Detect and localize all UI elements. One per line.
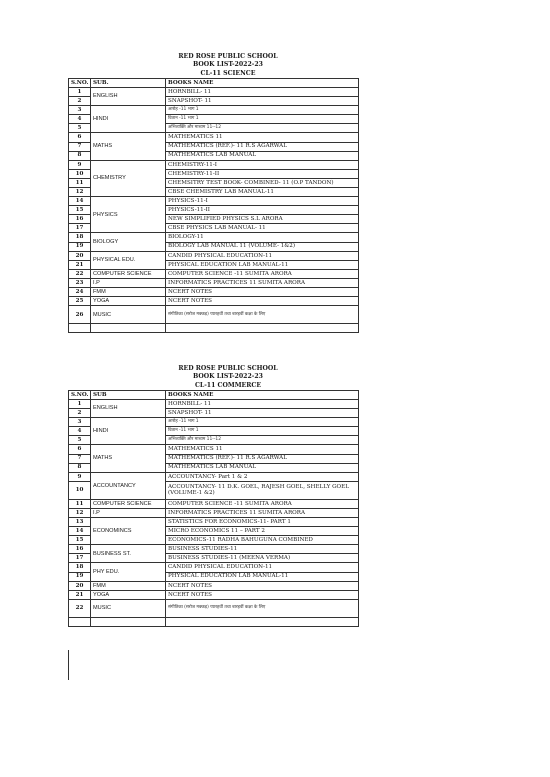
book-name-cell: NCERT NOTES bbox=[166, 288, 359, 297]
book-name-cell: CANDID PHYSICAL EDUCATION-11 bbox=[166, 251, 359, 260]
serial-number: 26 bbox=[69, 306, 91, 324]
serial-number: 9 bbox=[69, 160, 91, 169]
subject-cell: FMM bbox=[91, 581, 166, 590]
header-sno: S.NO. bbox=[69, 78, 91, 87]
book-name-cell: BUSINESS STUDIES-11 (MEENA VERMA) bbox=[166, 554, 359, 563]
book-name-cell: MATHEMATICS LAB MANUAL bbox=[166, 151, 359, 160]
subject-cell: I.P bbox=[91, 508, 166, 517]
book-name-cell: NCERT NOTES bbox=[166, 590, 359, 599]
serial-number: 11 bbox=[69, 499, 91, 508]
serial-number: 22 bbox=[69, 599, 91, 617]
book-name-cell: MATHEMATICS 11 bbox=[166, 445, 359, 454]
table-row bbox=[69, 499, 359, 508]
book-name-cell: CBSE CHEMISTRY LAB MANUAL-11 bbox=[166, 188, 359, 197]
book-name-cell: ACCOUNTANCY- Part 1 & 2 bbox=[166, 472, 359, 481]
booklist-year: BOOK LIST-2022-23 bbox=[193, 373, 263, 381]
serial-number: 3 bbox=[69, 106, 91, 115]
commerce-booklist bbox=[68, 365, 358, 627]
serial-number: 3 bbox=[69, 418, 91, 427]
book-name-cell: COMPUTER SCIENCE -11 SUMITA ARORA bbox=[166, 499, 359, 508]
book-name-cell: BIOLOGY-11 bbox=[166, 233, 359, 242]
serial-number: 8 bbox=[69, 151, 91, 160]
table-row bbox=[69, 599, 359, 617]
book-name-cell: वितान -11 भाग 1 bbox=[166, 115, 359, 124]
page-rule bbox=[68, 650, 69, 680]
book-name-cell: CHEMSITRY TEST BOOK- COMBINED- 11 (O.P TANDON) bbox=[166, 178, 359, 187]
subject-cell: MUSIC bbox=[91, 599, 166, 617]
book-name-cell: SNAPSHOT- 11 bbox=[166, 97, 359, 106]
serial-number: 5 bbox=[69, 436, 91, 445]
book-name-cell: SNAPSHOT- 11 bbox=[166, 409, 359, 418]
serial-number: 6 bbox=[69, 133, 91, 142]
header-books: BOOKS NAME bbox=[166, 390, 359, 399]
table-row bbox=[69, 297, 359, 306]
serial-number: 21 bbox=[69, 590, 91, 599]
subject-cell: MATHS bbox=[91, 133, 166, 160]
table-header-row bbox=[69, 390, 359, 399]
subject-cell: ECONOMINCS bbox=[91, 518, 166, 545]
serial-number: 14 bbox=[69, 527, 91, 536]
table-row bbox=[69, 518, 359, 527]
book-name-cell: संगीतिका (सरोज मक्कड़) प्यारहवीं तथा बारहवीं कक्षा के लिए bbox=[166, 599, 359, 617]
serial-number: 19 bbox=[69, 242, 91, 251]
book-name-cell: ECONOMICS-11 RADHA BAHUGUNA COMBINED bbox=[166, 536, 359, 545]
subject-cell: PHYSICS bbox=[91, 197, 166, 233]
header-sub: SUB bbox=[91, 390, 166, 399]
serial-number: 20 bbox=[69, 251, 91, 260]
book-name-cell: COMPUTER SCIENCE -11 SUMITA ARORA bbox=[166, 269, 359, 278]
school-name: RED ROSE PUBLIC SCHOOL bbox=[178, 365, 278, 372]
subject-cell: PHYSICAL EDU. bbox=[91, 251, 166, 269]
subject-cell: HINDI bbox=[91, 106, 166, 133]
serial-number: 1 bbox=[69, 399, 91, 408]
serial-number: 13 bbox=[69, 518, 91, 527]
class-title: CL-11 COMMERCE bbox=[194, 381, 262, 389]
subject-cell: BUSINESS ST. bbox=[91, 545, 166, 563]
serial-number: 11 bbox=[69, 178, 91, 187]
serial-number: 10 bbox=[69, 169, 91, 178]
table-row bbox=[69, 233, 359, 242]
subject-cell: BIOLOGY bbox=[91, 233, 166, 251]
book-name-cell: NCERT NOTES bbox=[166, 297, 359, 306]
book-name-cell: अभिव्यक्ति और माध्यम 11--12 bbox=[166, 436, 359, 445]
book-name-cell: NCERT NOTES bbox=[166, 581, 359, 590]
serial-number: 24 bbox=[69, 288, 91, 297]
book-name-cell: वितान -11 भाग 1 bbox=[166, 427, 359, 436]
table-row bbox=[69, 306, 359, 324]
class-title: CL-11 SCIENCE bbox=[200, 69, 256, 77]
table-row bbox=[69, 269, 359, 278]
subject-cell: HINDI bbox=[91, 418, 166, 445]
serial-number: 15 bbox=[69, 536, 91, 545]
book-name-cell: MATHEMATICS (REF.)- 11 R.S AGARWAL bbox=[166, 454, 359, 463]
book-name-cell: STATISTICS FOR ECONOMICS-11- PART 1 bbox=[166, 518, 359, 527]
book-name-cell: ACCOUNTANCY- 11 D.K. GOEL, RAJESH GOEL, SHELLY GOEL (VOLUME-1 &2) bbox=[166, 481, 359, 499]
serial-number: 10 bbox=[69, 481, 91, 499]
empty-row bbox=[69, 324, 359, 333]
serial-number: 16 bbox=[69, 545, 91, 554]
serial-number: 8 bbox=[69, 463, 91, 472]
header-sub: SUB. bbox=[91, 78, 166, 87]
serial-number: 18 bbox=[69, 563, 91, 572]
serial-number: 2 bbox=[69, 97, 91, 106]
serial-number: 16 bbox=[69, 215, 91, 224]
table-row bbox=[69, 445, 359, 454]
table-row bbox=[69, 251, 359, 260]
book-name-cell: PHYSICAL EDUCATION LAB MANUAL-11 bbox=[166, 572, 359, 581]
serial-number: 7 bbox=[69, 454, 91, 463]
book-name-cell: PHYSICS-11-I bbox=[166, 197, 359, 206]
table-row bbox=[69, 133, 359, 142]
book-name-cell: CANDID PHYSICAL EDUCATION-11 bbox=[166, 563, 359, 572]
serial-number: 25 bbox=[69, 297, 91, 306]
subject-cell: PHY EDU. bbox=[91, 563, 166, 581]
table-row bbox=[69, 106, 359, 115]
book-name-cell: अभिव्यक्ति और माध्यम 11--12 bbox=[166, 124, 359, 133]
header-books: BOOKS NAME bbox=[166, 78, 359, 87]
header-sno: S.NO. bbox=[69, 390, 91, 399]
book-name-cell: INFORMATICS PRACTICES 11 SUMITA ARORA bbox=[166, 278, 359, 287]
book-name-cell: आरोह -11 भाग 1 bbox=[166, 418, 359, 427]
book-name-cell: संगीतिका (सरोज मक्कड़) प्यारहवीं तथा बारहवीं कक्षा के लिए bbox=[166, 306, 359, 324]
serial-number: 19 bbox=[69, 572, 91, 581]
subject-cell: ENGLISH bbox=[91, 399, 166, 417]
subject-cell: CHEMISTRY bbox=[91, 160, 166, 196]
serial-number: 17 bbox=[69, 224, 91, 233]
table-header-row bbox=[69, 78, 359, 87]
table-row bbox=[69, 508, 359, 517]
book-name-cell: NEW SIMPLIFIED PHYSICS S.L ARORA bbox=[166, 215, 359, 224]
serial-number: 2 bbox=[69, 409, 91, 418]
subject-cell: COMPUTER SCIENCE bbox=[91, 499, 166, 508]
serial-number: 20 bbox=[69, 581, 91, 590]
subject-cell: COMPUTER SCIENCE bbox=[91, 269, 166, 278]
book-name-cell: MATHEMATICS (REF.)- 11 R.S AGARWAL bbox=[166, 142, 359, 151]
table-row bbox=[69, 87, 359, 96]
booklist-year: BOOK LIST-2022-23 bbox=[193, 61, 263, 69]
subject-cell: YOGA bbox=[91, 297, 166, 306]
book-name-cell: MATHEMATICS LAB MANUAL bbox=[166, 463, 359, 472]
table-row bbox=[69, 197, 359, 206]
subject-cell: FMM bbox=[91, 288, 166, 297]
serial-number: 15 bbox=[69, 206, 91, 215]
serial-number: 14 bbox=[69, 197, 91, 206]
book-name-cell: MATHEMATICS 11 bbox=[166, 133, 359, 142]
book-name-cell: CBSE PHYSICS LAB MANUAL- 11 bbox=[166, 224, 359, 233]
subject-cell: MATHS bbox=[91, 445, 166, 472]
empty-row bbox=[69, 617, 359, 626]
serial-number: 17 bbox=[69, 554, 91, 563]
table-row bbox=[69, 288, 359, 297]
serial-number: 12 bbox=[69, 188, 91, 197]
book-name-cell: PHYSICS-11-II bbox=[166, 206, 359, 215]
serial-number: 23 bbox=[69, 278, 91, 287]
table-row bbox=[69, 472, 359, 481]
book-name-cell: HORNBILL- 11 bbox=[166, 87, 359, 96]
serial-number: 4 bbox=[69, 427, 91, 436]
serial-number: 1 bbox=[69, 87, 91, 96]
serial-number: 9 bbox=[69, 472, 91, 481]
serial-number: 5 bbox=[69, 124, 91, 133]
subject-cell: ACCOUNTANCY bbox=[91, 472, 166, 499]
table-row bbox=[69, 545, 359, 554]
book-name-cell: HORNBILL- 11 bbox=[166, 399, 359, 408]
subject-cell: I.P bbox=[91, 278, 166, 287]
table-row bbox=[69, 160, 359, 169]
subject-cell: MUSIC bbox=[91, 306, 166, 324]
book-name-cell: PHYSICAL EDUCATION LAB MANUAL-11 bbox=[166, 260, 359, 269]
booklist-table bbox=[68, 78, 359, 333]
booklist-table bbox=[68, 390, 359, 627]
serial-number: 6 bbox=[69, 445, 91, 454]
subject-cell: ENGLISH bbox=[91, 87, 166, 105]
table-row bbox=[69, 399, 359, 408]
serial-number: 4 bbox=[69, 115, 91, 124]
serial-number: 18 bbox=[69, 233, 91, 242]
serial-number: 22 bbox=[69, 269, 91, 278]
book-name-cell: CHEMISTRY-11-I bbox=[166, 160, 359, 169]
book-name-cell: MICRO ECONOMICS 11 – PART 2 bbox=[166, 527, 359, 536]
school-name: RED ROSE PUBLIC SCHOOL bbox=[178, 53, 278, 60]
book-name-cell: BIOLOGY LAB MANUAL 11 (VOLUME- 1&2) bbox=[166, 242, 359, 251]
table-row bbox=[69, 418, 359, 427]
book-name-cell: आरोह -11 भाग 1 bbox=[166, 106, 359, 115]
serial-number: 7 bbox=[69, 142, 91, 151]
table-row bbox=[69, 563, 359, 572]
serial-number: 21 bbox=[69, 260, 91, 269]
serial-number: 12 bbox=[69, 508, 91, 517]
book-name-cell: INFORMATICS PRACTICES 11 SUMITA ARORA bbox=[166, 508, 359, 517]
table-row bbox=[69, 590, 359, 599]
subject-cell: YOGA bbox=[91, 590, 166, 599]
science-booklist bbox=[68, 53, 358, 333]
book-name-cell: BUSINESS STUDIES-11 bbox=[166, 545, 359, 554]
table-row bbox=[69, 278, 359, 287]
book-name-cell: CHEMISTRY-11-II bbox=[166, 169, 359, 178]
table-row bbox=[69, 581, 359, 590]
